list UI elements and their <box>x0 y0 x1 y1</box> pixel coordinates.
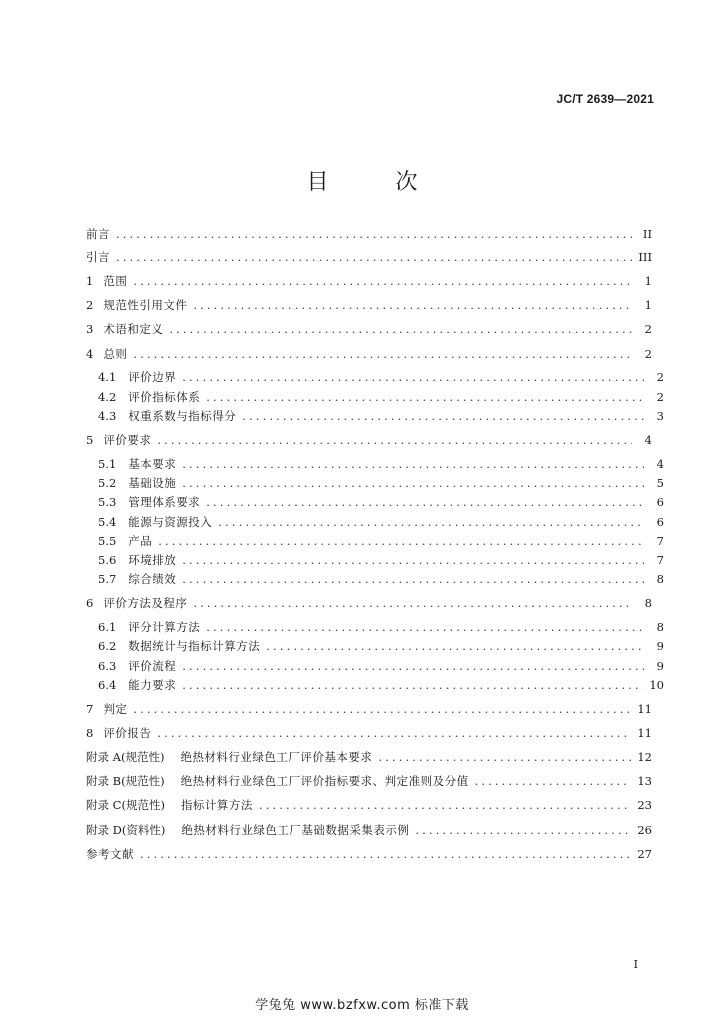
toc-entry-page: 3 <box>656 409 664 423</box>
toc-entry-title: 总则 <box>103 347 128 361</box>
toc-entry[interactable] <box>86 492 664 512</box>
toc-entry[interactable] <box>86 656 664 676</box>
toc-entry-number: 5.4 <box>98 515 117 529</box>
toc-entry-number: 5.5 <box>98 534 117 548</box>
toc-leader-dots <box>182 367 644 387</box>
toc-entry-number: 1 <box>86 274 94 288</box>
toc-entry-number: 6.2 <box>98 639 117 653</box>
toc-entry-title: 评价指标体系 <box>128 390 201 404</box>
toc-entry-title: 评价边界 <box>128 370 177 384</box>
toc-entry[interactable] <box>86 820 652 840</box>
toc-leader-dots <box>378 747 631 767</box>
toc-entry-number: 5 <box>86 433 94 447</box>
toc-leader-dots <box>415 820 631 840</box>
toc-entry-number: 4.2 <box>98 390 117 404</box>
toc-entry-number: 4.1 <box>98 370 117 384</box>
toc-entry-page: 23 <box>637 798 652 812</box>
toc-entry[interactable] <box>86 771 652 791</box>
toc-leader-dots <box>182 454 644 474</box>
toc-leader-dots <box>182 473 644 493</box>
toc-entry-title: 基本要求 <box>128 457 177 471</box>
toc-entry[interactable] <box>86 271 652 291</box>
toc-entry-page: 8 <box>656 572 664 586</box>
toc-entry[interactable] <box>86 844 652 864</box>
watermark-text: 学兔兔 www.bzfxw.com 标准下载 <box>255 998 469 1013</box>
toc-leader-dots <box>206 617 644 637</box>
toc-leader-dots <box>266 636 644 656</box>
standard-number: JC/T 2639—2021 <box>556 92 654 106</box>
toc-entry[interactable] <box>86 367 664 387</box>
toc-entry-title: 判定 <box>103 702 128 716</box>
toc-leader-dots <box>157 723 631 743</box>
toc-entry-page: 11 <box>637 702 652 716</box>
page-number: I <box>633 958 638 971</box>
toc-leader-dots <box>133 271 632 291</box>
toc-entry[interactable] <box>86 454 664 474</box>
toc-entry-page: 1 <box>644 298 652 312</box>
toc-entry-title: 综合绩效 <box>128 572 177 586</box>
toc-entry-number: 5.1 <box>98 457 117 471</box>
toc-entry-page: 1 <box>644 274 652 288</box>
toc-entry-title: 绝热材料行业绿色工厂基础数据采集表示例 <box>181 823 410 837</box>
toc-leader-dots <box>182 656 644 676</box>
toc-leader-dots <box>182 675 643 695</box>
toc-entry[interactable] <box>86 617 664 637</box>
toc-entry-page: 9 <box>656 639 664 653</box>
toc-entry-number: 4.3 <box>98 409 117 423</box>
toc-entry-page: 2 <box>656 390 664 404</box>
toc-entry[interactable] <box>86 406 664 426</box>
toc-entry-page: III <box>638 250 652 264</box>
toc-entry-page: 4 <box>644 433 652 447</box>
toc-entry-page: 9 <box>656 659 664 673</box>
toc-entry[interactable] <box>86 224 652 244</box>
toc-entry-number: 4 <box>86 347 94 361</box>
toc-entry-number: 7 <box>86 702 94 716</box>
toc-leader-dots <box>157 430 632 450</box>
toc-entry-number: 5.2 <box>98 476 117 490</box>
toc-entry-page: 8 <box>644 596 652 610</box>
toc-leader-dots <box>182 550 644 570</box>
toc-entry-page: 27 <box>637 847 652 861</box>
toc-entry[interactable] <box>86 795 652 815</box>
toc-entry-page: 2 <box>644 347 652 361</box>
toc-entry[interactable] <box>86 295 652 315</box>
toc-entry-title: 权重系数与指标得分 <box>128 409 237 423</box>
toc-entry[interactable] <box>86 344 652 364</box>
toc-entry-page: 26 <box>637 823 652 837</box>
toc-entry[interactable] <box>86 512 664 532</box>
toc-entry-title: 参考文献 <box>86 847 134 861</box>
toc-entry-page: 7 <box>656 534 664 548</box>
toc-entry-title: 前言 <box>86 227 110 241</box>
toc-entry-page: 12 <box>637 750 652 764</box>
toc-entry-title: 评价流程 <box>128 659 177 673</box>
toc-leader-dots <box>242 406 644 426</box>
toc-entry[interactable] <box>86 593 652 613</box>
toc-entry-title: 术语和定义 <box>103 322 164 336</box>
toc-entry-title: 环境排放 <box>128 553 177 567</box>
toc-entry-page: 10 <box>649 678 664 692</box>
toc-leader-dots <box>140 844 631 864</box>
page-title: 目 次 <box>306 170 448 195</box>
toc-entry-number: 5.6 <box>98 553 117 567</box>
toc-entry-page: 6 <box>656 515 664 529</box>
toc-entry[interactable] <box>86 569 664 589</box>
toc-entry[interactable] <box>86 531 664 551</box>
toc-entry-page: 5 <box>656 476 664 490</box>
toc-leader-dots <box>206 387 644 407</box>
toc-entry-title: 产品 <box>128 534 153 548</box>
toc-entry-page: 4 <box>656 457 664 471</box>
toc-entry-title: 基础设施 <box>128 476 177 490</box>
toc-entry[interactable] <box>86 699 652 719</box>
toc-entry-title: 范围 <box>103 274 128 288</box>
toc-leader-dots <box>133 699 631 719</box>
toc-leader-dots <box>193 295 632 315</box>
toc-entry-page: 2 <box>644 322 652 336</box>
toc-entry-title: 能力要求 <box>128 678 177 692</box>
toc-entry[interactable] <box>86 319 652 339</box>
toc-entry-title: 数据统计与指标计算方法 <box>128 639 261 653</box>
toc-entry[interactable] <box>86 473 664 493</box>
toc-entry-title: 评价报告 <box>103 726 152 740</box>
toc-entry[interactable] <box>86 636 664 656</box>
toc-entry[interactable] <box>86 387 664 407</box>
toc-leader-dots <box>133 344 632 364</box>
toc-leader-dots <box>116 247 632 267</box>
toc-entry-title: 管理体系要求 <box>128 495 201 509</box>
toc-leader-dots <box>116 224 632 244</box>
toc-entry-title: 评分计算方法 <box>128 620 201 634</box>
toc-entry-page: 13 <box>637 774 652 788</box>
toc-leader-dots <box>218 512 644 532</box>
toc-entry-title: 评价要求 <box>103 433 152 447</box>
toc-entry[interactable] <box>86 430 652 450</box>
toc-entry-title: 评价方法及程序 <box>103 596 188 610</box>
toc-entry-title: 规范性引用文件 <box>103 298 188 312</box>
toc-entry-title: 绝热材料行业绿色工厂评价指标要求、判定准则及分值 <box>180 774 469 788</box>
toc-entry-page: II <box>642 227 652 241</box>
toc-entry-number: 8 <box>86 726 94 740</box>
toc-entry[interactable] <box>86 723 652 743</box>
toc-entry[interactable] <box>86 550 664 570</box>
toc-entry-number: 6.3 <box>98 659 117 673</box>
toc-entry-page: 6 <box>656 495 664 509</box>
toc-annex-label: 附录 A(规范性) <box>86 750 165 764</box>
toc-entry-title: 能源与资源投入 <box>128 515 213 529</box>
toc-leader-dots <box>259 795 631 815</box>
toc-entry-page: 11 <box>637 726 652 740</box>
toc-entry[interactable] <box>86 247 652 267</box>
toc-annex-label: 附录 B(规范性) <box>86 774 165 788</box>
toc-entry-title: 引言 <box>86 250 110 264</box>
toc-entry-number: 3 <box>86 322 94 336</box>
toc-entry[interactable] <box>86 747 652 767</box>
toc-leader-dots <box>158 531 644 551</box>
toc-leader-dots <box>182 569 644 589</box>
toc-entry-page: 7 <box>656 553 664 567</box>
toc-annex-label: 附录 D(资料性) <box>86 823 166 837</box>
toc-entry-number: 6.1 <box>98 620 117 634</box>
toc-entry-title: 指标计算方法 <box>180 798 253 812</box>
toc-entry[interactable] <box>86 675 664 695</box>
toc-entry-number: 6 <box>86 596 94 610</box>
toc-entry-page: 2 <box>656 370 664 384</box>
toc-annex-label: 附录 C(规范性) <box>86 798 165 812</box>
toc-leader-dots <box>475 771 632 791</box>
toc-entry-number: 5.3 <box>98 495 117 509</box>
toc-entry-number: 6.4 <box>98 678 117 692</box>
toc-entry-number: 5.7 <box>98 572 117 586</box>
toc-entry-number: 2 <box>86 298 94 312</box>
toc-leader-dots <box>169 319 632 339</box>
toc-leader-dots <box>206 492 644 512</box>
toc-leader-dots <box>193 593 632 613</box>
toc-entry-page: 8 <box>656 620 664 634</box>
toc-entry-title: 绝热材料行业绿色工厂评价基本要求 <box>180 750 373 764</box>
